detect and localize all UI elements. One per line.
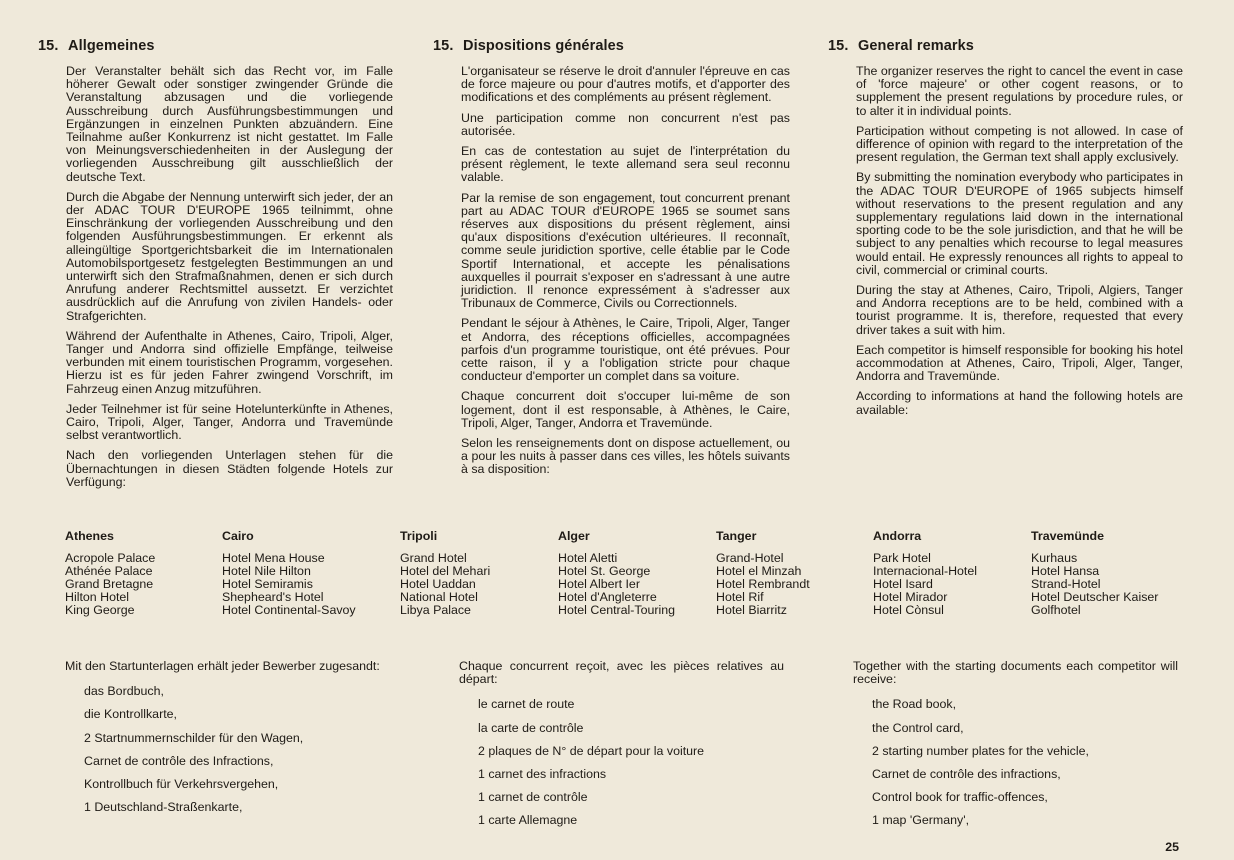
paragraph: Durch die Abgabe der Nennung unterwirft sich jeder, der an der ADAC TOUR D'EUROPE 1965 teilnimmt, ohne Einschränkung der vorliegenden Ausschreibung und den folgenden Ausführungsbestimmungen. Er erkennt als alleingültige Sportgerichtsbarkeit die im Internationalen Automobilsportgesetz festgelegten Bestimmungen an und unterwirft sich den Strafmaßnahmen, denen er sich durch Anrufung anderer Rechtsmittel aussetzt. Er verzichtet ausdrücklich auf die Anrufung von zivilen Handels- oder Strafgerichten. <box>66 189 393 323</box>
documents-intro: Together with the starting documents each competitor will receive: <box>853 659 1178 687</box>
hotel-name: King George <box>65 603 135 617</box>
section-title: Allgemeines <box>68 38 155 54</box>
section-heading <box>828 38 1183 54</box>
documents-intro: Chaque concurrent reçoit, avec les pièces relatives au départ: <box>459 659 784 687</box>
hotel-name: Hotel Uaddan <box>400 577 476 591</box>
hotel-city-column <box>222 530 356 617</box>
list-item: Carnet de contrôle des infractions, <box>872 766 1061 781</box>
list-item: le carnet de route <box>478 697 575 712</box>
hotel-name: Hotel Biarritz <box>716 603 787 617</box>
section-german <box>38 38 393 496</box>
list-item: 2 Startnummernschilder für den Wagen, <box>84 730 304 745</box>
list-item: die Kontrollkarte, <box>84 707 177 722</box>
hotel-name: Grand-Hotel <box>716 551 784 565</box>
documents-german <box>65 660 390 824</box>
hotel-name: Hotel Semiramis <box>222 577 313 591</box>
hotel-name: Hotel el Minzah <box>716 564 802 578</box>
hotel-name: Hotel Cònsul <box>873 603 944 617</box>
list-item: das Bordbuch, <box>84 684 164 699</box>
city-name: Tripoli <box>400 529 438 543</box>
list-item: la carte de contrôle <box>478 720 584 735</box>
paragraph: According to informations at hand the following hotels are available: <box>856 389 1183 417</box>
list-item: 2 plaques de N° de départ pour la voiture <box>478 743 705 758</box>
hotel-name: Internacional-Hotel <box>873 564 978 578</box>
page-number: 25 <box>1165 840 1179 854</box>
hotel-name: Golfhotel <box>1031 603 1081 617</box>
paragraph: Une participation comme non concurrent n'est pas autorisée. <box>461 110 790 138</box>
hotel-name: Hotel Albert Ier <box>558 577 640 591</box>
section-body <box>461 65 790 477</box>
hotel-name: Hotel Rif <box>716 590 764 604</box>
paragraph: Der Veranstalter behält sich das Recht vor, im Falle höherer Gewalt oder sonstiger zwingender Gründe die Veranstaltung abzusagen und die vorliegende Ausschreibung durch Ausführungsbestimmungen und Ergänzungen in einzelnen Punkten abzuändern. Eine Teilnahme außer Konkurrenz ist nicht gestattet. Im Falle von Meinungsverschiedenheiten in der Auslegung der vorliegenden Ausschreibung gilt ausschließlich der deutsche Text. <box>66 64 393 184</box>
hotel-name: Hotel Deutscher Kaiser <box>1031 590 1159 604</box>
list-item: 1 carnet des infractions <box>478 766 607 781</box>
hotel-name: Hotel St. George <box>558 564 651 578</box>
section-number: 15. <box>433 38 454 54</box>
section-title: General remarks <box>858 38 974 54</box>
hotel-name: Shepheard's Hotel <box>222 590 324 604</box>
section-heading <box>38 38 393 54</box>
paragraph: Chaque concurrent doit s'occuper lui-même de son logement, dont il est responsable, à Athènes, le Caire, Tripoli, Alger, Tanger, Andorra et Travemünde. <box>461 389 790 430</box>
section-title: Dispositions générales <box>463 38 624 54</box>
list-item: the Control card, <box>872 720 964 735</box>
hotel-city-column <box>558 530 675 617</box>
hotel-name: National Hotel <box>400 590 478 604</box>
city-name: Cairo <box>222 529 254 543</box>
city-name: Travemünde <box>1031 529 1104 543</box>
hotel-table <box>65 530 1215 630</box>
city-name: Andorra <box>873 529 922 543</box>
hotel-name: Hotel d'Angleterre <box>558 590 657 604</box>
paragraph: Participation without competing is not allowed. In case of difference of opinion with regard to the interpretation of the present regulation, the German text shall apply exclusively. <box>856 123 1183 165</box>
list-item: Kontrollbuch für Verkehrsvergehen, <box>84 776 279 791</box>
list-item: 1 map 'Germany', <box>872 813 970 828</box>
city-name: Athenes <box>65 529 114 543</box>
section-heading <box>433 38 790 54</box>
documents-french <box>459 660 784 838</box>
hotel-city-column <box>65 530 155 617</box>
section-english <box>828 38 1183 424</box>
documents-english <box>853 660 1178 838</box>
city-name: Tanger <box>716 529 757 543</box>
section-number: 15. <box>38 38 59 54</box>
paragraph: The organizer reserves the right to cancel the event in case of 'force majeure' or other cogent reasons, or to supplement the present regulations by procedure rules, or to alter it in individual points. <box>856 64 1183 118</box>
paragraph: L'organisateur se réserve le droit d'annuler l'épreuve en cas de force majeure ou pour d'autres motifs, et d'apporter des modifications et des compléments au présent règlement. <box>461 64 790 105</box>
hotel-name: Athénée Palace <box>65 564 153 578</box>
hotel-name: Hotel del Mehari <box>400 564 491 578</box>
hotel-name: Park Hotel <box>873 551 931 565</box>
list-item: 1 carnet de contrôle <box>478 790 588 805</box>
documents-list <box>65 685 390 824</box>
documents-intro: Mit den Startunterlagen erhält jeder Bewerber zugesandt: <box>65 659 380 673</box>
hotel-name: Grand Hotel <box>400 551 467 565</box>
list-item: 1 Deutschland-Straßenkarte, <box>84 800 243 815</box>
hotel-name: Acropole Palace <box>65 551 156 565</box>
section-number: 15. <box>828 38 849 54</box>
section-body <box>66 65 393 489</box>
hotel-name: Hilton Hotel <box>65 590 130 604</box>
paragraph: Each competitor is himself responsible for booking his hotel accommodation at Athenes, Cairo, Tripoli, Alger, Tanger, Andorra and Travemünde. <box>856 342 1183 384</box>
hotel-name: Hotel Isard <box>873 577 933 591</box>
city-name: Alger <box>558 529 590 543</box>
hotel-name: Hotel Aletti <box>558 551 618 565</box>
paragraph: By submitting the nomination everybody who participates in the ADAC TOUR D'EUROPE of 1965 subjects himself without reservations to the present regulation and any supplementary regulations laid down in the international sporting code to be the sole jurisdiction, and that he will be subject to any penalties which recourse to legal measures would entail. He expressly renounces all rights to appeal to civil, commercial or criminal courts. <box>856 170 1183 277</box>
list-item: Carnet de contrôle des Infractions, <box>84 753 274 768</box>
hotel-name: Hotel Hansa <box>1031 564 1100 578</box>
list-item: Control book for traffic-offences, <box>872 790 1048 805</box>
hotel-city-column <box>873 530 977 617</box>
paragraph: Pendant le séjour à Athènes, le Caire, Tripoli, Alger, Tanger et Andorra, des réceptions officielles, accompagnées parfois d'un programme touristique, ont été prévues. Pour cette raison, il y a l'obligation stricte pour chaque conducteur d'emporter un complet dans sa voiture. <box>461 316 790 384</box>
list-item: 2 starting number plates for the vehicle, <box>872 743 1089 758</box>
hotel-name: Hotel Nile Hilton <box>222 564 311 578</box>
list-item: the Road book, <box>872 697 957 712</box>
hotel-name: Libya Palace <box>400 603 471 617</box>
paragraph: During the stay at Athenes, Cairo, Tripoli, Algiers, Tanger and Andorra receptions are to be held, combined with a tourist programme. It is, therefore, requested that every driver takes a suit with him. <box>856 283 1183 337</box>
paragraph: Selon les renseignements dont on dispose actuellement, ou a pour les nuits à passer dans ces villes, les hôtels suivants à sa disposition: <box>461 436 790 477</box>
hotel-name: Hotel Mena House <box>222 551 325 565</box>
section-french <box>433 38 790 484</box>
hotel-name: Hotel Central-Touring <box>558 603 676 617</box>
hotel-city-column <box>716 530 810 617</box>
documents-list <box>459 698 784 837</box>
hotel-name: Strand-Hotel <box>1031 577 1101 591</box>
list-item: 1 carte Allemagne <box>478 813 578 828</box>
hotel-name: Hotel Rembrandt <box>716 577 810 591</box>
documents-list <box>853 698 1178 837</box>
hotel-name: Hotel Continental-Savoy <box>222 603 356 617</box>
section-body <box>856 65 1183 417</box>
hotel-city-column <box>1031 530 1158 617</box>
paragraph: Par la remise de son engagement, tout concurrent prenant part au ADAC TOUR d'EUROPE 1965 se soumet sans réserves aux dispositions du présent règlement, ainsi qu'aux dispositions d'exécution ultérieures. Il reconnaît, comme seule juridiction sportive, celle établie par le Code Sportif International, et accepte les pénalisations auxquelles il pourrait s'exposer en s'adressant à une autre juridiction. Il renonce expressément à s'adresser aux Tribunaux de Commerce, Civils ou Correctionnels. <box>461 190 790 311</box>
paragraph: Während der Aufenthalte in Athenes, Cairo, Tripoli, Alger, Tanger und Andorra sind offizielle Empfänge, teilweise verbunden mit einem touristischen Programm, vorgesehen. Hierzu ist es für jeden Fahrer zwingend Vorschrift, im Fahrzeug einen Anzug mitzuführen. <box>66 328 393 396</box>
hotel-city-column <box>400 530 490 617</box>
paragraph: Nach den vorliegenden Unterlagen stehen für die Übernachtungen in diesen Städten folgende Hotels zur Verfügung: <box>66 448 393 489</box>
hotel-name: Grand Bretagne <box>65 577 154 591</box>
paragraph: En cas de contestation au sujet de l'interprétation du présent règlement, le texte allemand sera seul reconnu valable. <box>461 144 790 185</box>
hotel-name: Kurhaus <box>1031 551 1078 565</box>
paragraph: Jeder Teilnehmer ist für seine Hotelunterkünfte in Athenes, Cairo, Tripoli, Alger, Tanger, Andorra und Travemünde selbst verantwortlich. <box>66 401 393 443</box>
hotel-name: Hotel Mirador <box>873 590 948 604</box>
